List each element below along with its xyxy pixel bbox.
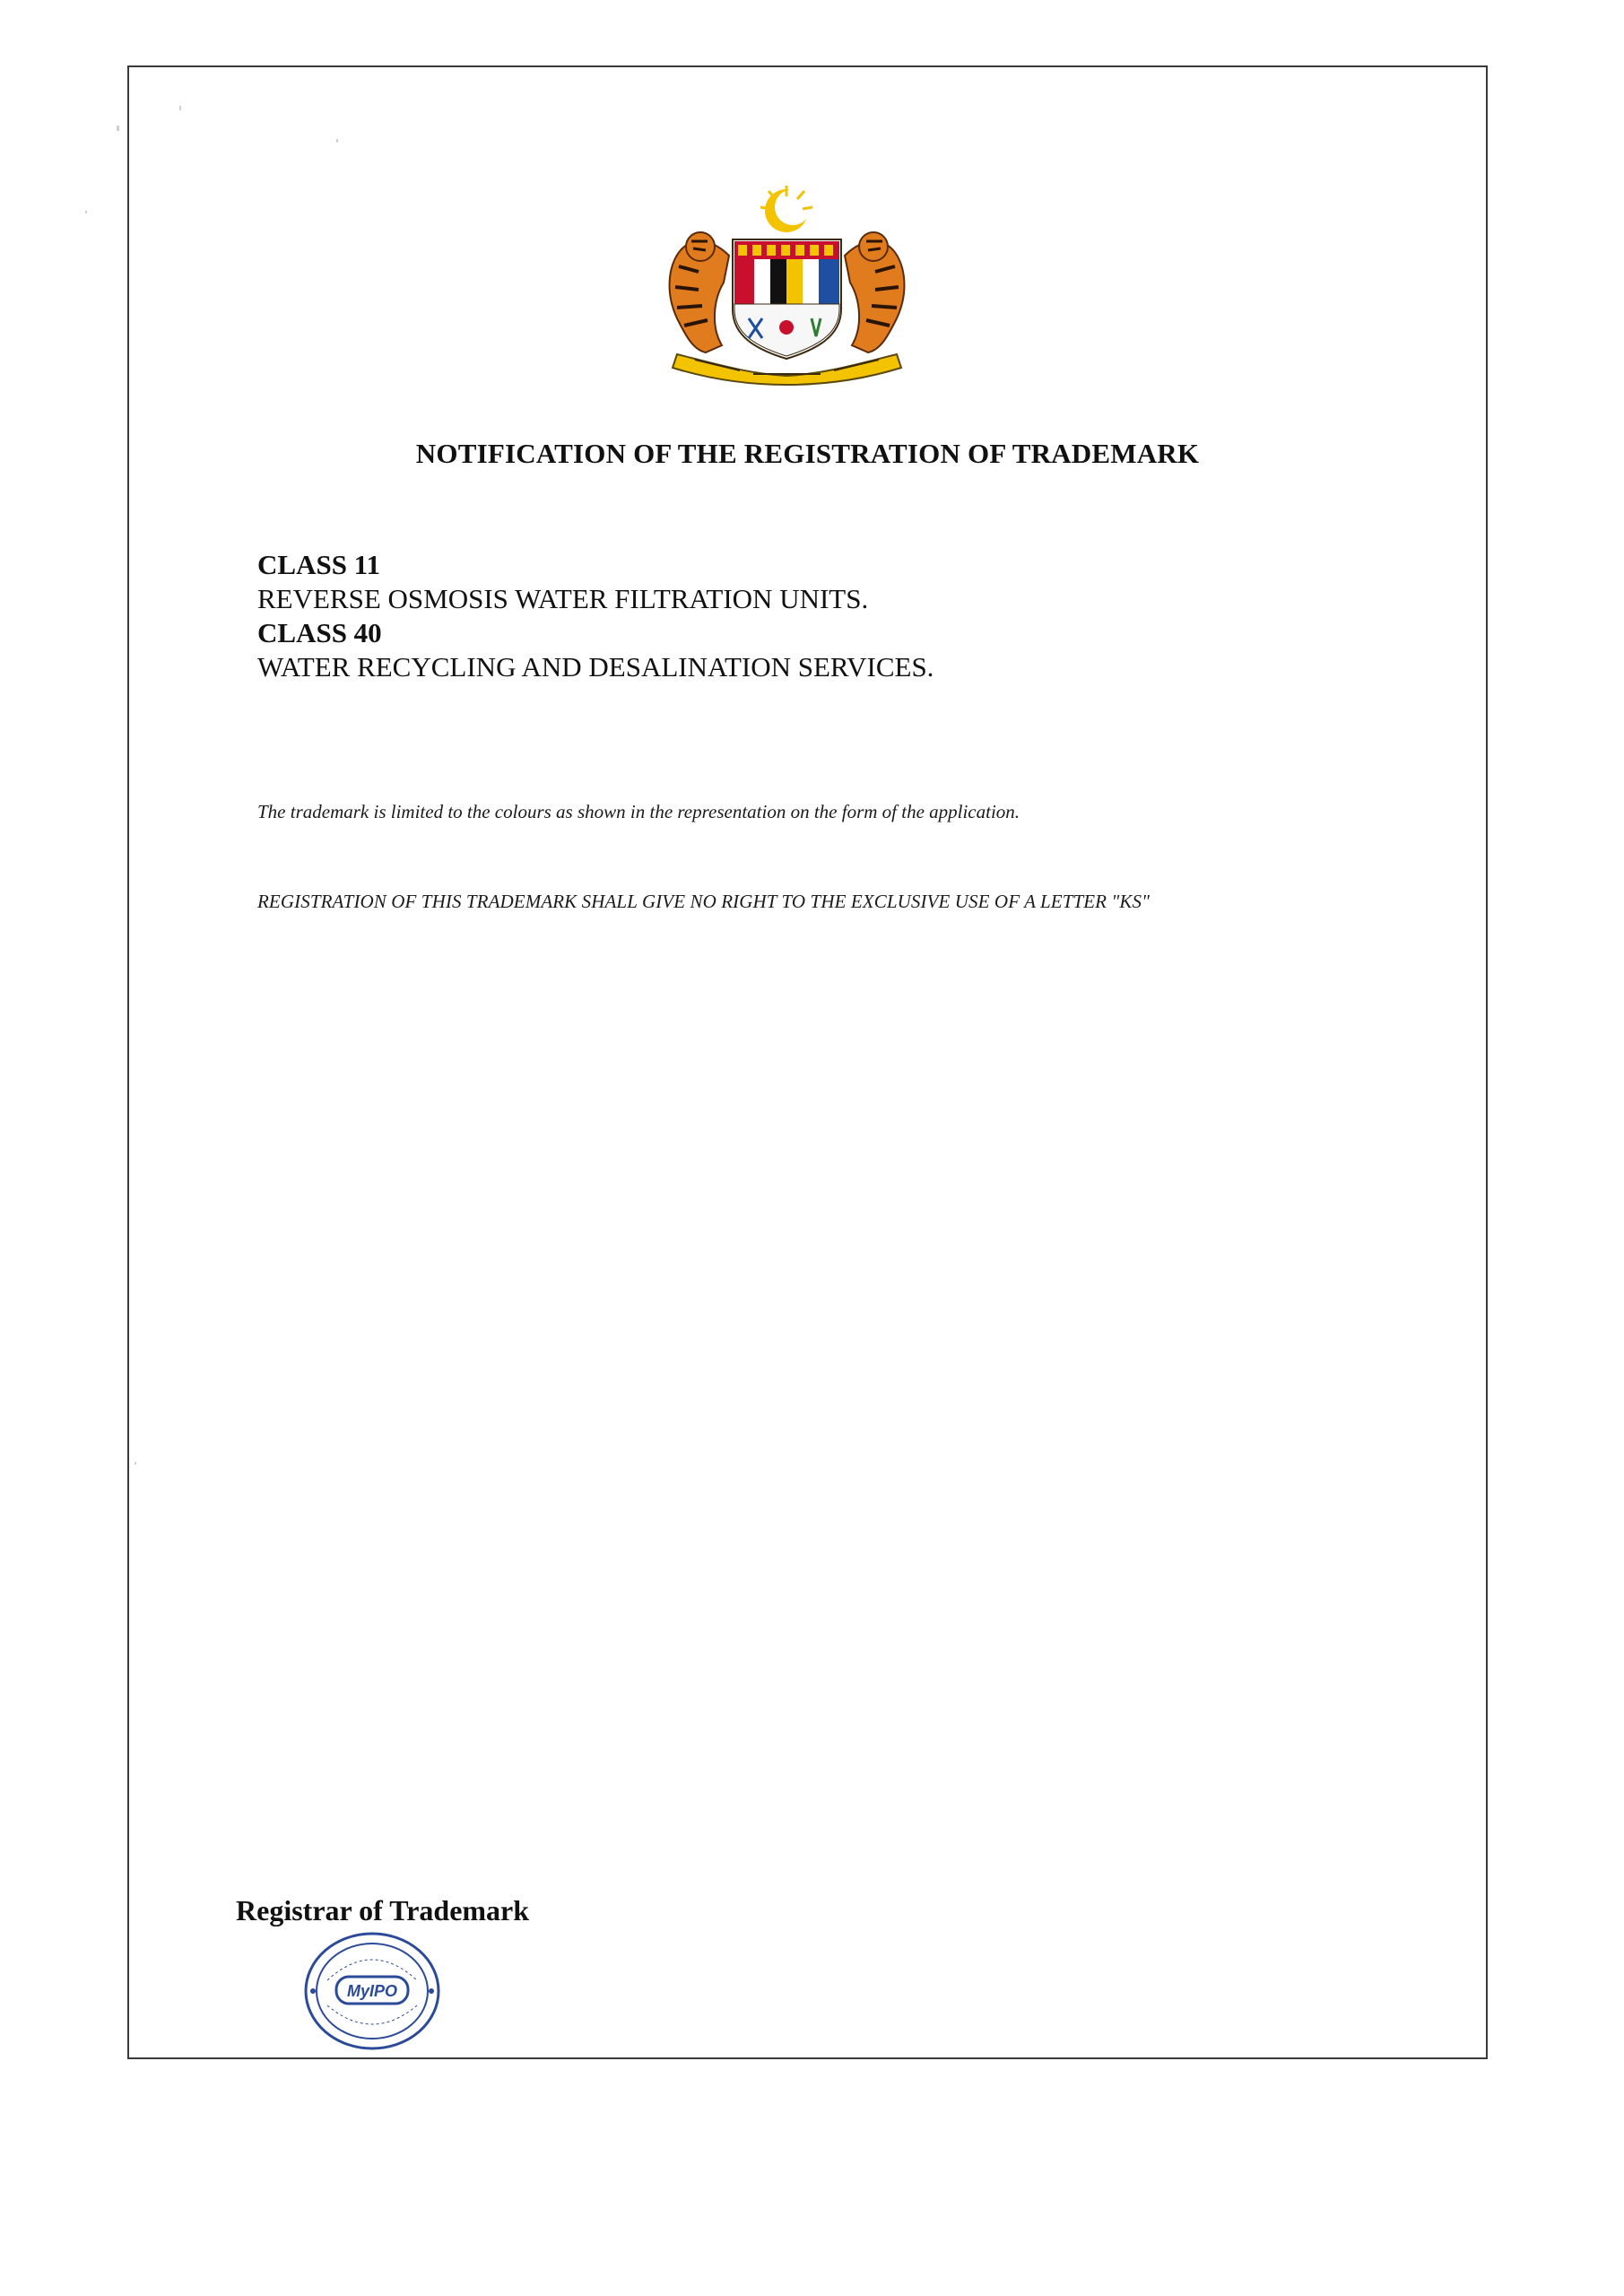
scan-speck xyxy=(117,126,119,131)
class-description: WATER RECYCLING AND DESALINATION SERVICES. xyxy=(257,651,934,683)
coat-of-arms-emblem xyxy=(659,184,915,386)
left-tiger-icon xyxy=(670,232,729,352)
scan-speck xyxy=(336,139,338,143)
scan-speck xyxy=(85,211,87,213)
class-label: CLASS 40 xyxy=(257,617,382,648)
restriction-note: REGISTRATION OF THIS TRADEMARK SHALL GIVE NO RIGHT TO THE EXCLUSIVE USE OF A LETTER "KS" xyxy=(257,891,1150,912)
shield-icon xyxy=(733,239,841,359)
class-list xyxy=(257,548,934,684)
seal-text: MyIPO xyxy=(346,1982,398,2000)
scan-speck xyxy=(135,1462,136,1465)
class-label: CLASS 11 xyxy=(257,549,380,580)
colour-limitation-note: The trademark is limited to the colours as shown in the representation on the form of the application. xyxy=(257,801,1020,822)
right-tiger-icon xyxy=(845,232,904,352)
myipo-seal-stamp xyxy=(300,1928,444,2054)
scan-speck xyxy=(179,106,181,110)
class-description: REVERSE OSMOSIS WATER FILTRATION UNITS. xyxy=(257,583,869,614)
registrar-signature-label: Registrar of Trademark xyxy=(236,1894,530,1926)
document-title: NOTIFICATION OF THE REGISTRATION OF TRADEMARK xyxy=(415,438,1200,469)
crescent-star-icon xyxy=(760,186,812,232)
